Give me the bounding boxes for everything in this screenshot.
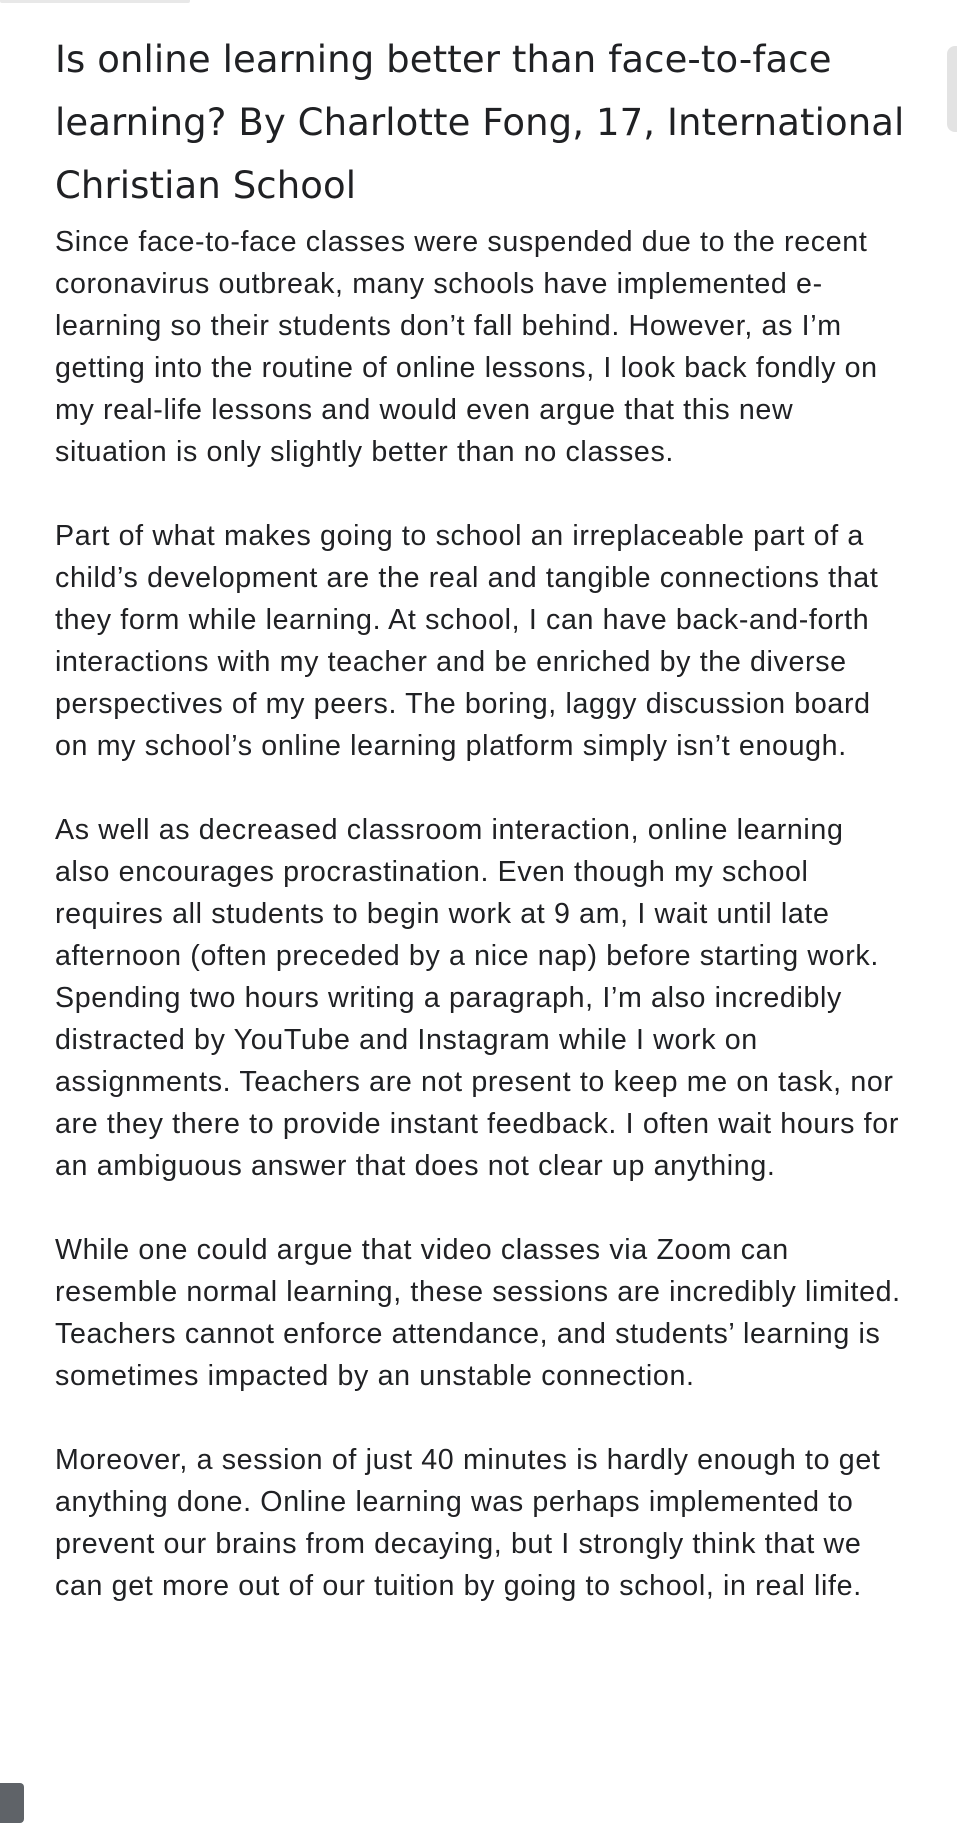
left-edge-tab[interactable]: [0, 1783, 24, 1823]
article-paragraph-2: Part of what makes going to school an irreplaceable part of a child’s development are the real and tangible connections that they form while learning. At school, I can have back-and-forth interactions with my teacher and be enriched by the diverse perspectives of my peers. The boring, laggy discussion board on my school’s online learning platform simply isn’t enough.: [55, 520, 879, 762]
article-paragraph-5: Moreover, a session of just 40 minutes is hardly enough to get anything done. Online learning was perhaps implemented to prevent our brains from decaying, but I strongly think that we can get more out of our tuition by going to school, in real life.: [55, 1444, 881, 1602]
document-body: [55, 28, 907, 1607]
article-paragraph-4: While one could argue that video classes via Zoom can resemble normal learning, these sessions are incredibly limited. Teachers cannot enforce attendance, and students’ learning is sometimes impacted by an unstable connection.: [55, 1234, 901, 1392]
article-title: Is online learning better than face-to-face learning? By Charlotte Fong, 17, International Christian School: [55, 38, 905, 207]
article-paragraph-3: As well as decreased classroom interaction, online learning also encourages procrastination. Even though my school requires all students to begin work at 9 am, I wait until late afternoon (often preceded by a nice nap) before starting work. Spending two hours writing a paragraph, I’m also incredibly distracted by YouTube and Instagram while I work on assignments. Teachers are not present to keep me on task, nor are they there to provide instant feedback. I often wait hours for an ambiguous answer that does not clear up anything.: [55, 814, 899, 1182]
top-edge-bar: [0, 0, 190, 3]
side-panel-handle[interactable]: [947, 46, 957, 132]
article-paragraph-1: Since face-to-face classes were suspended due to the recent coronavirus outbreak, many schools have implemented e-learning so their students don’t fall behind. However, as I’m getting into the routine of online lessons, I look back fondly on my real-life lessons and would even argue that this new situation is only slightly better than no classes.: [55, 226, 878, 468]
